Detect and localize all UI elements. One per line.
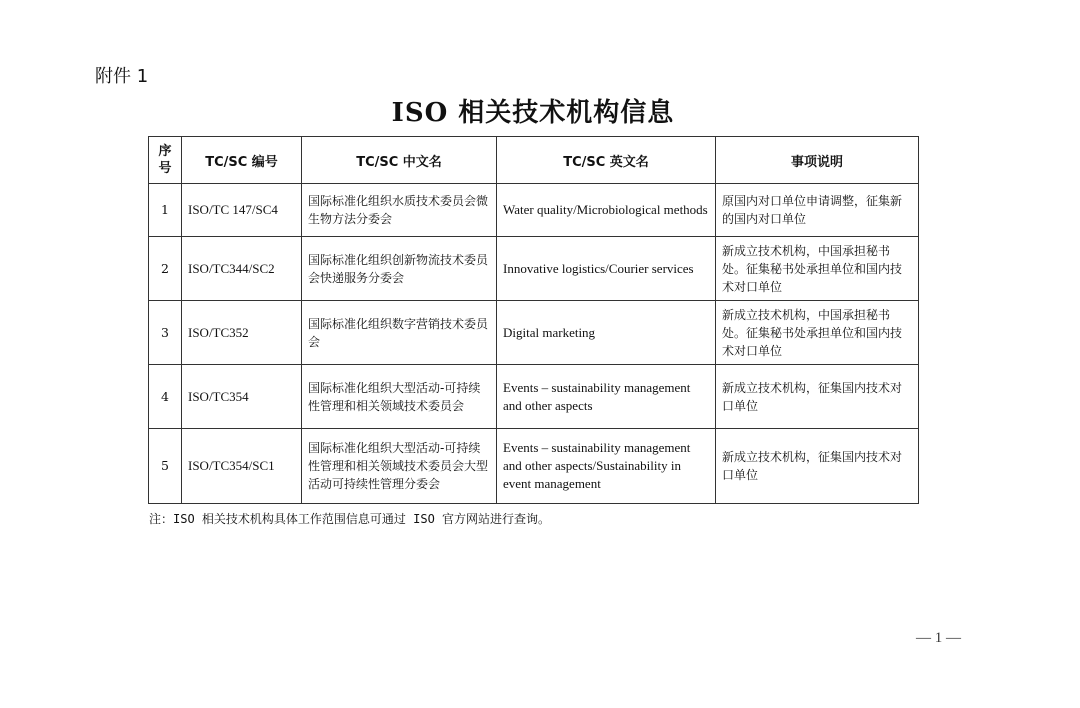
iso-committee-table — [148, 136, 919, 504]
cell-no: 4 — [149, 365, 182, 429]
cell-code: ISO/TC 147/SC4 — [182, 184, 302, 237]
attachment-label: 附件 1 — [95, 66, 149, 87]
footnote: 注：ISO 相关技术机构具体工作范围信息可通过 ISO 官方网站进行查询。 — [149, 512, 551, 526]
column-header-note: 事项说明 — [716, 137, 919, 184]
cell-chinese-name: 国际标准化组织大型活动-可持续性管理和相关领域技术委员会大型活动可持续性管理分委会 — [302, 429, 497, 504]
cell-chinese-name: 国际标准化组织创新物流技术委员会快递服务分委会 — [302, 237, 497, 301]
column-header-chinese-name: TC/SC 中文名 — [302, 137, 497, 184]
table-row — [149, 237, 919, 301]
cell-english-name: Digital marketing — [497, 301, 716, 365]
cell-english-name: Events – sustainability management and other aspects/Sustainability in event management — [497, 429, 716, 504]
column-header-no: 序号 — [149, 137, 182, 184]
cell-english-name: Water quality/Microbiological methods — [497, 184, 716, 237]
cell-no: 2 — [149, 237, 182, 301]
cell-note: 新成立技术机构，征集国内技术对口单位 — [716, 365, 919, 429]
cell-no: 5 — [149, 429, 182, 504]
cell-note: 新成立技术机构，征集国内技术对口单位 — [716, 429, 919, 504]
document-title: ISO 相关技术机构信息 — [391, 98, 675, 128]
cell-chinese-name: 国际标准化组织数字营销技术委员会 — [302, 301, 497, 365]
cell-note: 新成立技术机构，中国承担秘书处。征集秘书处承担单位和国内技术对口单位 — [716, 301, 919, 365]
column-header-code: TC/SC 编号 — [182, 137, 302, 184]
table-row — [149, 301, 919, 365]
table-row — [149, 365, 919, 429]
cell-code: ISO/TC354 — [182, 365, 302, 429]
cell-english-name: Innovative logistics/Courier services — [497, 237, 716, 301]
cell-no: 3 — [149, 301, 182, 365]
cell-chinese-name: 国际标准化组织大型活动-可持续性管理和相关领域技术委员会 — [302, 365, 497, 429]
cell-no: 1 — [149, 184, 182, 237]
cell-code: ISO/TC352 — [182, 301, 302, 365]
table-header-row — [149, 137, 919, 184]
cell-code: ISO/TC344/SC2 — [182, 237, 302, 301]
page-number: — 1 — — [916, 630, 961, 646]
cell-code: ISO/TC354/SC1 — [182, 429, 302, 504]
cell-english-name: Events – sustainability management and other aspects — [497, 365, 716, 429]
column-header-english-name: TC/SC 英文名 — [497, 137, 716, 184]
cell-note: 新成立技术机构，中国承担秘书处。征集秘书处承担单位和国内技术对口单位 — [716, 237, 919, 301]
table-row — [149, 184, 919, 237]
cell-note: 原国内对口单位申请调整，征集新的国内对口单位 — [716, 184, 919, 237]
cell-chinese-name: 国际标准化组织水质技术委员会微生物方法分委会 — [302, 184, 497, 237]
table-row — [149, 429, 919, 504]
